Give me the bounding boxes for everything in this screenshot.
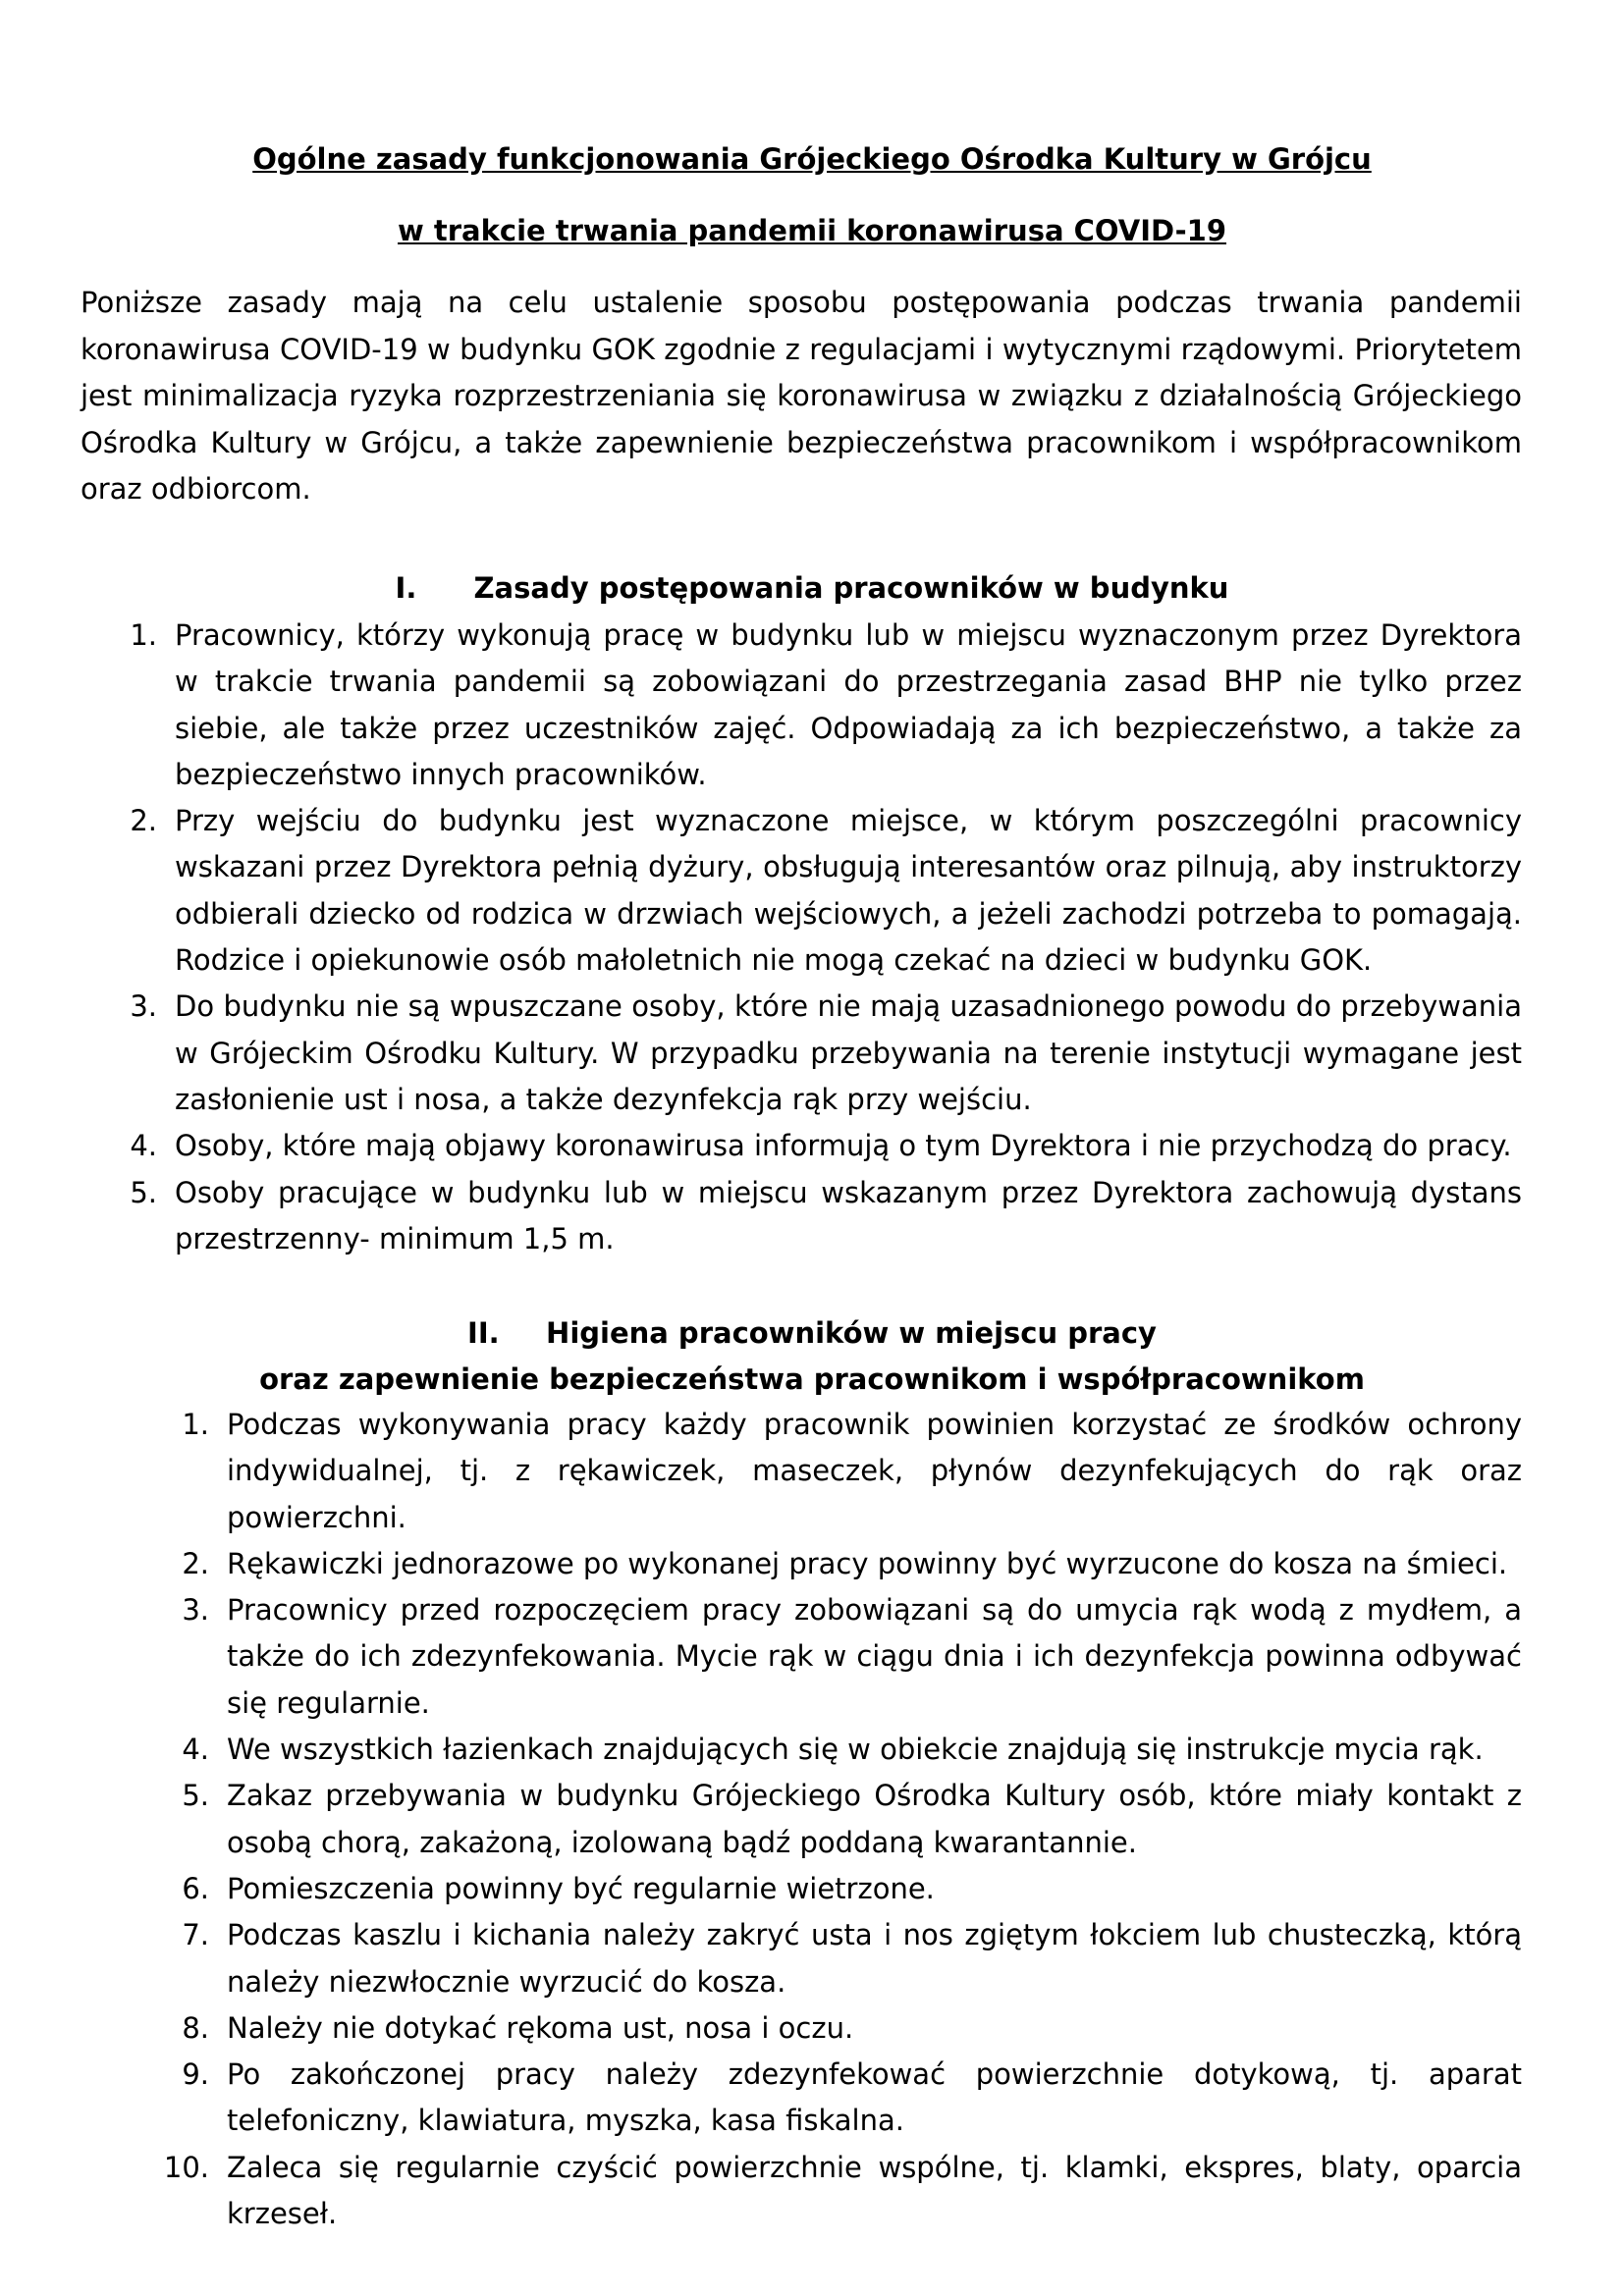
document-subtitle: w trakcie trwania pandemii koronawirusa COVID-19 [397,214,1227,247]
item-text: Pracownicy przed rozpoczęciem pracy zobowiązani są do umycia rąk wodą z mydłem, a także do ich zdezynfekowania. Mycie rąk w ciągu dnia i ich dezynfekcja powinna odbywać się regularnie. [227,1593,1522,1720]
list-item [182,1402,1522,1541]
list-item [163,2145,1522,2238]
item-text: Przy wejściu do budynku jest wyznaczone miejsce, w którym poszczególni pracownicy wskazani przez Dyrektora pełnią dyżury, obsługują interesantów oraz pilnują, aby instruktorzy odbierali dziecko od rodzica w drzwiach wejściowych, a jeżeli zachodzi potrzeba to pomagają. Rodzice i opiekunowie osób małoletnich nie mogą czekać na dzieci w budynku GOK. [175,804,1522,978]
item-number: 1. [130,618,157,652]
section-2-list [163,1402,1522,2237]
list-item [130,798,1522,984]
item-number: 3. [182,1593,209,1628]
item-text: Zakaz przebywania w budynku Grójeckiego Ośrodka Kultury osób, które miały kontakt z osobą chorą, zakażoną, izolowaną bądź poddaną kwarantannie. [227,1779,1522,1859]
list-item [182,1541,1522,1587]
section-2-title: Higiena pracowników w miejscu pracy [546,1316,1157,1350]
list-item [130,613,1522,798]
document-title: Ogólne zasady funkcjonowania Grójeckiego Ośrodka Kultury w Grójcu [252,142,1372,176]
list-item [130,984,1522,1123]
item-text: Osoby, które mają objawy koronawirusa informują o tym Dyrektora i nie przychodzą do pracy. [175,1129,1512,1163]
list-item [182,2005,1522,2052]
item-number: 2. [130,804,157,838]
section-1-number: I. [395,571,417,605]
list-item [130,1170,1522,1263]
item-number: 5. [182,1779,209,1813]
item-text: Osoby pracujące w budynku lub w miejscu wskazanym przez Dyrektora zachowują dystans przestrzenny- minimum 1,5 m. [175,1175,1522,1255]
item-number: 9. [182,2057,209,2092]
item-text: Zaleca się regularnie czyścić powierzchnie wspólne, tj. klamki, ekspres, blaty, oparcia krzeseł. [227,2150,1522,2231]
section-1-list [130,613,1522,1262]
item-text: Rękawiczki jednorazowe po wykonanej pracy powinny być wyrzucone do kosza na śmieci. [227,1546,1508,1580]
item-number: 6. [182,1871,209,1905]
item-text: We wszystkich łazienkach znajdujących się w obiekcie znajdują się instrukcje mycia rąk. [227,1733,1484,1767]
item-number: 5. [130,1175,157,1209]
item-text: Do budynku nie są wpuszczane osoby, które nie mają uzasadnionego powodu do przebywania w Grójeckim Ośrodku Kultury. W przypadku przebywania na terenie instytucji wymagane jest zasłonienie ust i nosa, a także dezynfekcja rąk przy wejściu. [175,989,1522,1116]
item-text: Podczas kaszlu i kichania należy zakryć usta i nos zgiętym łokciem lub chusteczką, którą należy niezwłocznie wyrzucić do kosza. [227,1918,1522,1999]
item-text: Po zakończonej pracy należy zdezynfekować powierzchnie dotykową, tj. aparat telefoniczny, klawiatura, myszka, kasa fiskalna. [227,2057,1522,2138]
item-number: 7. [182,1918,209,1952]
section-1-title: Zasady postępowania pracowników w budynku [473,571,1229,605]
item-number: 1. [182,1408,209,1441]
item-number: 2. [182,1546,209,1580]
section-2-number: II. [467,1316,500,1350]
list-item [182,1912,1522,2005]
section-2-heading-line-2: oraz zapewnienie bezpieczeństwa pracownikom i współpracownikom [259,1362,1365,1396]
list-item [182,1866,1522,1912]
section-1-heading [0,565,1624,612]
item-text: Należy nie dotykać rękoma ust, nosa i oczu. [227,2010,854,2045]
section-2-heading [0,1310,1624,1357]
list-item [182,1773,1522,1866]
item-number: 4. [130,1129,157,1163]
list-item [182,1587,1522,1727]
item-number: 10. [163,2150,209,2184]
item-text: Podczas wykonywania pracy każdy pracownik powinien korzystać ze środków ochrony indywidualnej, tj. z rękawiczek, maseczek, płynów dezynfekujących do rąk oraz powierzchni. [227,1408,1522,1534]
item-text: Pracownicy, którzy wykonują pracę w budynku lub w miejscu wyznaczonym przez Dyrektora w trakcie trwania pandemii są zobowiązani do przestrzegania zasad BHP nie tylko przez siebie, ale także przez uczestników zajęć. Odpowiadają za ich bezpieczeństwo, a także za bezpieczeństwo innych pracowników. [175,618,1522,791]
list-item [182,1727,1522,1773]
item-text: Pomieszczenia powinny być regularnie wietrzone. [227,1871,935,1905]
intro-paragraph: Poniższe zasady mają na celu ustalenie sposobu postępowania podczas trwania pandemii koronawirusa COVID-19 w budynku GOK zgodnie z regulacjami i wytycznymi rządowymi. Priorytetem jest minimalizacja ryzyka rozprzestrzeniania się koronawirusa w związku z działalnością Grójeckiego Ośrodka Kultury w Grójcu, a także zapewnienie bezpieczeństwa pracownikom i współpracownikom oraz odbiorcom. [81,286,1522,506]
item-number: 3. [130,989,157,1024]
list-item [182,2052,1522,2145]
item-number: 4. [182,1733,209,1767]
list-item [130,1123,1522,1169]
item-number: 8. [182,2010,209,2045]
